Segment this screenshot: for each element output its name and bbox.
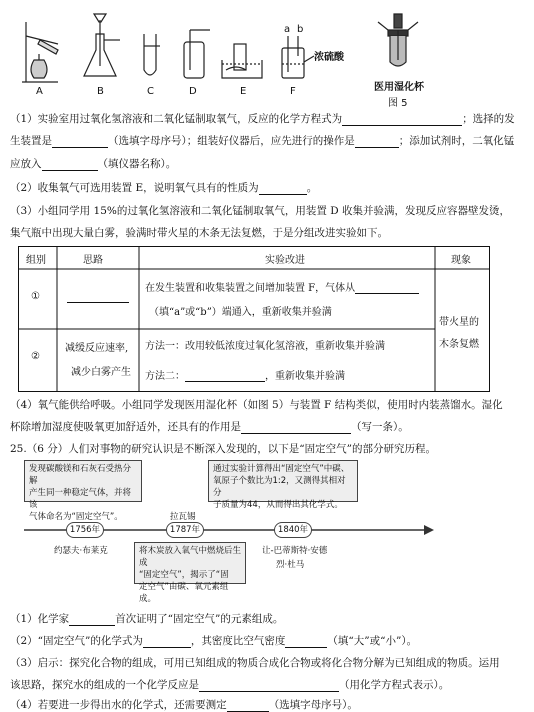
phenomenon-line2: 木条复燃 [439,339,479,350]
row2-method2 [145,367,345,382]
q1-line2 [10,134,528,148]
header-improvement: 实验改进 [265,255,305,266]
header-idea: 思路 [83,255,103,266]
text: 氧原子个数比为1:2，又测得其相对分 [213,476,346,498]
year-1756: 1756年 [66,522,104,538]
text: 该思路，探究水的组成的一个化学反应是 [10,679,199,691]
text: 将木炭放入氧气中燃烧后生成 [139,546,242,568]
humidifier-cup-illustration [378,14,418,66]
q1-line1 [10,112,528,126]
text: ；选择的发 [462,113,515,125]
q25-title: 25.（6 分）人们对事物的研究认识是不断深入发现的，以下是“固定空气”的部分研究历程。 [10,443,436,455]
text: ，重新收集并验满 [265,371,345,382]
row2-group: ② [31,351,40,362]
scientist-dumas-line2: 烈·杜马 [276,560,305,570]
q2-line [10,181,528,195]
q25-item3-line2 [10,678,528,692]
year-1787: 1787年 [166,522,204,538]
text: （1）实验室用过氧化氢溶液和二氧化锰制取氧气，反应的化学方程式为 [10,113,343,125]
text: （填“大”或“小”）。 [327,635,418,647]
text: 。 [306,182,318,194]
text: （写一条）。 [351,421,409,433]
row2-idea-line1: 减缓反应速率, [65,343,129,354]
q25-item3-line1: （3）启示：探究化合物的组成，可用已知组成的物质合成化合物或将化合物分解为已知组成的物质。运用 [10,657,500,669]
row1-improve-line2: （填“a”或“b”）端通入，重新收集并验满 [149,307,332,318]
port-a-label: a [284,24,291,35]
text: ，其密度比空气密度 [190,635,286,647]
q3-line1: （3）小组同学用 15%的过氧化氢溶液和二氧化锰制取氧气，用装置 D 收集并验满，发现反应容器壁发烫， [10,205,510,217]
q25-item1 [10,612,528,626]
timeline [24,458,444,604]
text: 方法二： [145,371,185,382]
apparatus-a [22,22,58,82]
text: 产生同一种稳定气体，并将该 [29,488,132,510]
apparatus-c [144,34,160,75]
figure-number: 图 5 [388,98,408,109]
scientist-lavoisier: 拉瓦锡 [170,512,196,522]
label-d: D [189,86,197,97]
blank[interactable] [42,159,98,171]
timeline-box-2 [208,460,358,510]
label-e: E [240,86,247,97]
blank[interactable] [285,636,327,648]
blank[interactable] [199,680,339,692]
timeline-box-3 [134,542,246,604]
blank[interactable] [259,183,307,195]
text: （用化学方程式表示）。 [339,679,450,691]
header-group: 组别 [26,255,46,266]
text: （2）“固定空气”的化学式为 [10,635,143,647]
row1-group: ① [31,291,40,302]
blank[interactable] [185,370,265,382]
blank[interactable] [143,636,191,648]
scientist-dumas: 让-巴蒂斯特·安德 [262,546,328,556]
row1-idea-blank[interactable] [67,291,129,303]
row2-idea-line2: 减少白雾产生 [71,367,131,378]
blank[interactable] [355,136,399,148]
q4-line2 [10,420,528,434]
apparatus-figure [0,0,534,112]
text: “固定空气”，揭示了“固 [139,570,229,580]
q4-line1: （4）氧气能供给呼吸。小组同学发现医用湿化杯（如图 5）与装置 F 结构类似，使用时内装蒸馏水。湿化 [10,399,503,411]
text: 定空气”由碳、氧元素组成。 [139,582,229,604]
label-c: C [147,86,154,97]
apparatus-d [184,30,210,78]
q1-line3 [10,157,528,171]
experiment-table [18,246,490,392]
text: 生装置是 [10,135,52,147]
cup-label: 医用湿化杯 [374,82,424,93]
text: 子质量为44，从而得出其化学式。 [213,500,343,510]
header-phenomenon: 现象 [451,255,471,266]
blank[interactable] [342,114,462,126]
label-f: F [290,86,296,97]
blank[interactable] [69,614,115,626]
text: （2）收集氧气可选用装置 E，说明氧气具有的性质为 [10,182,259,194]
blank[interactable] [227,700,269,712]
text: 通过实验计算得出“固定空气”中碳、 [213,464,350,474]
q25-item4 [10,698,528,712]
text: 应放入 [10,158,42,170]
text: 杯除增加湿度使吸氧更加舒适外，还具有的作用是 [10,421,241,433]
text: （填仪器名称）。 [97,158,177,170]
blank[interactable] [52,136,108,148]
text: 首次证明了“固定空气”的元素组成。 [115,613,284,625]
text: 在发生装置和收集装置之间增加装置 F，气体从 [145,283,356,294]
blank[interactable] [355,282,419,294]
text: 发现碳酸镁和石灰石受热分解 [29,464,132,486]
scientist-black: 约瑟夫·布莱克 [54,546,108,556]
timeline-box-1 [24,460,142,522]
sulfuric-acid-label: 浓硫酸 [314,52,344,63]
q25-item2 [10,634,528,648]
q3-line2: 集气瓶中出现大量白雾，验满时带火星的木条无法复燃，于是分组改进实验如下。 [10,227,388,239]
text: 气体命名为“固定空气”。 [29,512,123,522]
phenomenon-line1: 带火星的 [439,317,479,328]
year-1840: 1840年 [274,522,312,538]
port-b-label: b [297,24,304,35]
text: ；添加试剂时，二氧化锰 [398,135,515,147]
blank[interactable] [241,422,351,434]
text: （选填字母序号）。 [268,699,358,711]
row1-improve-line1 [145,279,419,294]
text: （1）化学家 [10,613,70,625]
apparatus-e [222,44,262,78]
row2-method1: 方法一：改用较低浓度过氧化氢溶液，重新收集并验满 [145,341,385,352]
label-b: B [97,86,104,97]
text: （选填字母序号）；组装好仪器后，应先进行的操作是 [108,135,355,147]
apparatus-f [282,36,314,78]
label-a: A [36,86,43,97]
apparatus-b [84,14,120,76]
text: （4）若要进一步得出水的化学式，还需要测定 [10,699,227,711]
